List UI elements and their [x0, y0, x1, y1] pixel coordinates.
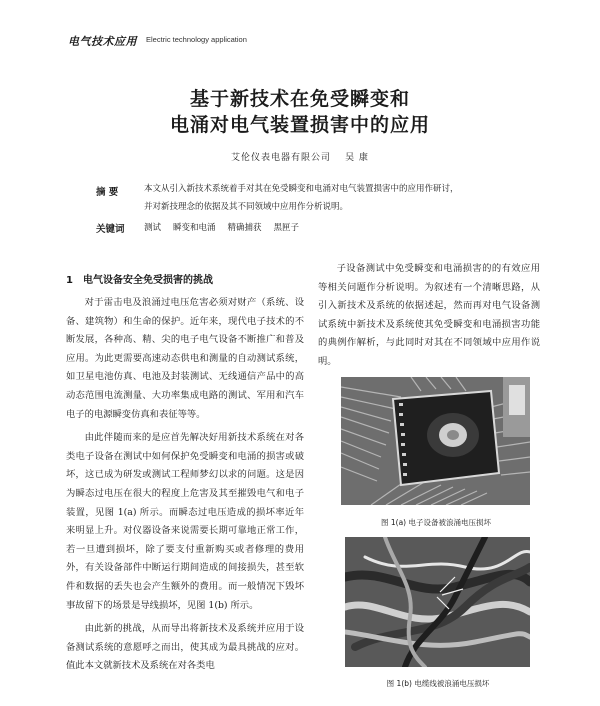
abstract-line-2: 并对新技理念的依据及其不同领域中应用作分析说明。 [144, 202, 349, 212]
section-heading [66, 271, 213, 286]
paragraph: 由此伴随而来的是应首先解决好用新技术系统在对各类电子设备在测试中如何保护免受瞬变和电涌的损害或破坏，这已成为研发或测试工程师梦幻以求的问题。这是因为瞬态过电压在很大的程度上危害及其至摧毁电气和电子装置，见图 1(a) 所示。而瞬态过电压造成的损坏率近年来明显上升。对仪器设备来说需要长期可靠地正常工作，若一旦遭到损坏，除了要支付重新购买或者修理的费用外，有关设备部件中断运行期间造成的间接损失，甚至软件和数据的丢失也会产生额外的费用。而一般情况下毁坏事故留下的场景是导线损坏，见图 1(b) 所示。 [66, 432, 304, 611]
title-line-2: 电涌对电气装置损害中的应用 [169, 114, 430, 136]
figure-1a-photo [341, 377, 530, 505]
section-number: 1 [66, 275, 73, 286]
journal-name-cn: 电气技术应用 [68, 35, 137, 48]
journal-name-en: Electric technology application [146, 35, 247, 44]
right-column [318, 260, 540, 372]
author-name: 吴 康 [345, 153, 369, 163]
keywords-label: 关键词 [96, 224, 125, 235]
keyword: 瞬变和电涌 [173, 223, 216, 233]
figure-1a-caption: 图 1(a) 电子设备被浪涌电压损坏 [381, 518, 491, 527]
circuit-board-image [341, 377, 530, 505]
keyword: 黑匣子 [273, 223, 300, 233]
paragraph: 由此新的挑战，从而导出将新技术及系统并应用于设备测试系统的意愿呼之而出，使其成为最具挑战的应对。值此本文就新技术及系统在对各类电 [66, 623, 304, 672]
section-title: 电气设备安全免受损害的挑战 [82, 275, 213, 286]
abstract-label: 摘 要 [96, 187, 119, 198]
keyword: 精确捕获 [227, 223, 262, 233]
title-line-1: 基于新技术在免受瞬变和 [189, 88, 410, 110]
keywords-list [144, 221, 311, 233]
left-column [66, 294, 304, 676]
paragraph: 子设备测试中免受瞬变和电涌损害的的有效应用等相关问题作分析说明。为叙述有一个清晰思路，从引入新技术及系统的依据述起，然而再对电气设备测试系统中新技术及系统使其免受瞬变和电涌损害功能的典例作解析，与此同时对其在不同领域中应用作说明。 [318, 263, 540, 367]
paragraph: 对于雷击电及浪涌过电压危害必须对财产（系统、设备、建筑物）和生命的保护。近年来，现代电子技术的不断发展，各种高、精、尖的电子电气设备不断推广和普及应用。为此更需要高速动态供电和测量的自动测试系统，如卫星电池仿真、电池及封装测试、无线通信产品中的高动态范围电流测量、大功率集成电路的测试、军用和汽车电子的电源瞬变仿真和表征等等。 [66, 297, 304, 420]
keyword: 测试 [144, 223, 162, 233]
burnt-cable-image [345, 537, 530, 667]
figure-1b-caption: 图 1(b) 电缆线被浪涌电压损坏 [386, 679, 490, 688]
affiliation: 艾伦仪表电器有限公司 [231, 153, 332, 163]
author-line [0, 150, 600, 163]
figure-1b-photo [345, 537, 530, 667]
abstract-line-1: 本文从引入新技术系统着手对其在免受瞬变和电涌对电气装置损害中的应用作研讨， [144, 184, 459, 194]
